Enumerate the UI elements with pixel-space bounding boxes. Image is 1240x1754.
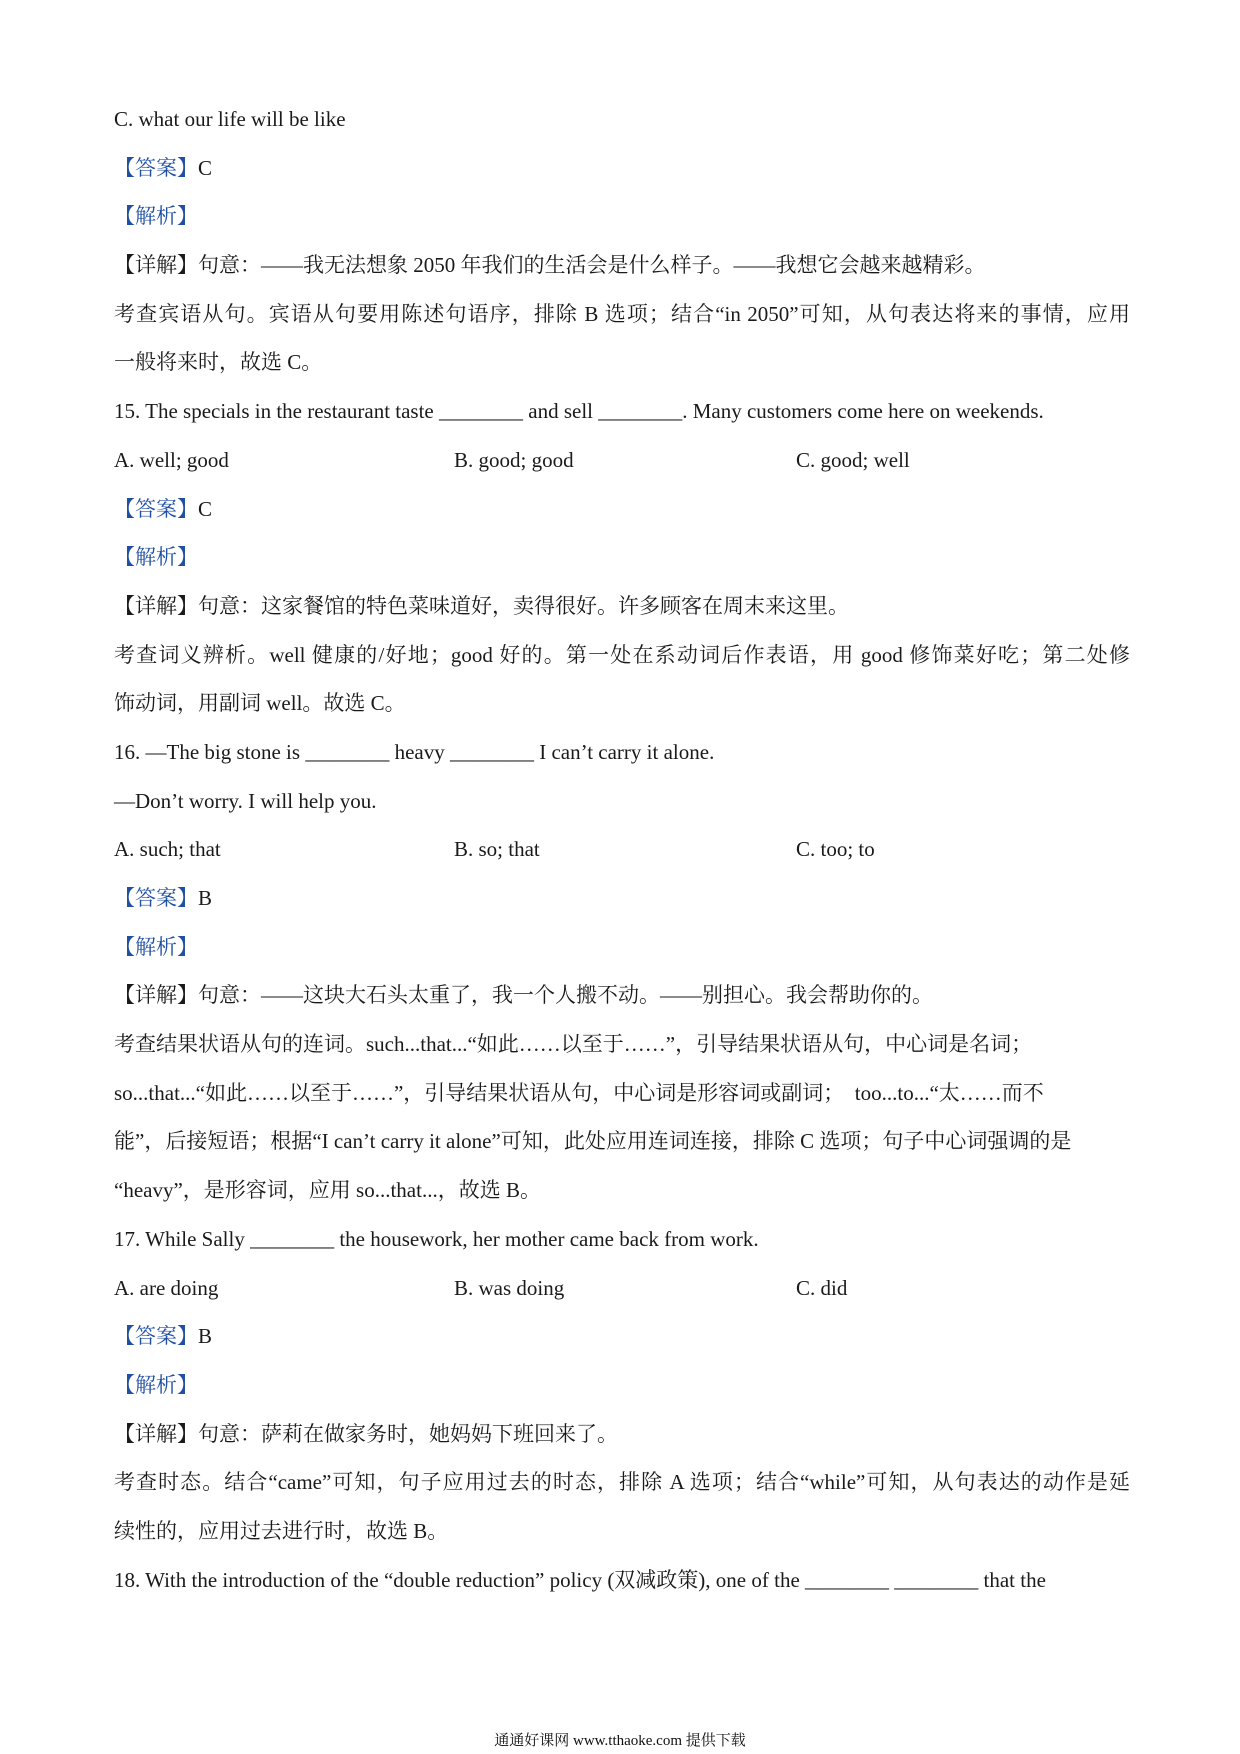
q15-analysis-line — [114, 533, 1130, 582]
q17-options — [114, 1264, 1130, 1313]
q18-stem: 18. With the introduction of the “double reduction” policy (双减政策), one of the ________ ________ that the — [114, 1567, 1046, 1592]
detail-label: 【详解】 — [114, 983, 198, 1008]
q16-stem: 16. —The big stone is ________ heavy ________ I can’t carry it alone. — [114, 739, 715, 764]
option-c: C. did — [796, 1275, 848, 1300]
q16-detail-line — [114, 971, 1130, 1020]
detail-label: 【详解】 — [114, 593, 198, 618]
q16-options — [114, 825, 1130, 874]
q17-detail-line — [114, 1410, 1130, 1459]
option-a: A. well; good — [114, 447, 229, 472]
answer-value: B — [198, 1324, 213, 1349]
option-c: C. good; well — [796, 447, 910, 472]
q16-explanation-line: so...that...“如此……以至于……”，引导结果状语从句，中心词是形容词或副词； too...to...“太……而不 — [114, 1080, 1044, 1105]
q17-explanation-line: 考查时态。结合“came”可知，句子应用过去的时态，排除 A 选项；结合“while”可知，从句表达的动作是延 — [114, 1470, 1130, 1495]
analysis-label: 【解析】 — [114, 545, 198, 570]
q16-stem-reply: —Don’t worry. I will help you. — [114, 788, 377, 813]
option-b: B. good; good — [454, 447, 574, 472]
q16-answer-line — [114, 874, 1130, 923]
q17-stem: 17. While Sally ________ the housework, her mother came back from work. — [114, 1226, 759, 1251]
analysis-label: 【解析】 — [114, 204, 198, 229]
q17-analysis-line — [114, 1361, 1130, 1410]
exam-content — [114, 95, 1130, 1604]
q14-option-c: C. what our life will be like — [114, 107, 346, 131]
answer-label: 【答案】 — [114, 1324, 198, 1349]
detail-text: 句意：这家餐馆的特色菜味道好，卖得很好。许多顾客在周末来这里。 — [198, 593, 849, 618]
detail-text: 句意：萨莉在做家务时，她妈妈下班回来了。 — [198, 1421, 618, 1446]
detail-text: 句意：——我无法想象 2050 年我们的生活会是什么样子。——我想它会越来越精彩。 — [198, 253, 986, 278]
option-c: C. too; to — [796, 837, 875, 862]
answer-value: B — [198, 886, 213, 910]
q14-explanation-line: 一般将来时，故选 C。 — [114, 350, 323, 375]
q17-answer-line — [114, 1312, 1130, 1361]
q15-explanation-line: 饰动词，用副词 well。故选 C。 — [114, 691, 406, 716]
option-b: B. was doing — [454, 1275, 565, 1300]
q15-options — [114, 436, 1130, 485]
answer-label: 【答案】 — [114, 155, 198, 180]
answer-label: 【答案】 — [114, 886, 198, 910]
q16-explanation-line: 能”，后接短语；根据“I can’t carry it alone”可知，此处应用连词连接，排除 C 选项；句子中心词强调的是 — [114, 1129, 1072, 1154]
option-a: A. are doing — [114, 1275, 219, 1300]
answer-value: C — [198, 155, 213, 180]
q16-analysis-line — [114, 923, 1130, 972]
q15-stem: 15. The specials in the restaurant taste ________ and sell ________. Many customers come here on weekends. — [114, 399, 1044, 424]
q15-detail-line — [114, 582, 1130, 631]
q14-analysis-line — [114, 192, 1130, 241]
q14-detail-line — [114, 241, 1130, 290]
q17-explanation-line: 续性的，应用过去进行时，故选 B。 — [114, 1518, 449, 1543]
q16-explanation-line: “heavy”，是形容词，应用 so...that...，故选 B。 — [114, 1178, 541, 1203]
q16-explanation-line: 考查结果状语从句的连词。such...that...“如此……以至于……”，引导结果状语从句，中心词是名词； — [114, 1032, 1033, 1057]
q14-answer-line — [114, 144, 1130, 193]
analysis-label: 【解析】 — [114, 934, 198, 959]
answer-label: 【答案】 — [114, 496, 198, 521]
option-a: A. such; that — [114, 837, 221, 862]
option-b: B. so; that — [454, 837, 540, 862]
q15-answer-line — [114, 485, 1130, 534]
page-footer: 通通好课网 www.tthaoke.com 提供下载 — [494, 1733, 746, 1749]
analysis-label: 【解析】 — [114, 1372, 198, 1397]
detail-text: 句意：——这块大石头太重了，我一个人搬不动。——别担心。我会帮助你的。 — [198, 983, 933, 1008]
detail-label: 【详解】 — [114, 253, 198, 278]
detail-label: 【详解】 — [114, 1421, 198, 1446]
q15-explanation-line: 考查词义辨析。well 健康的/好地；good 好的。第一处在系动词后作表语，用 good 修饰菜好吃；第二处修 — [114, 642, 1130, 667]
q14-explanation-line: 考查宾语从句。宾语从句要用陈述句语序，排除 B 选项；结合“in 2050”可知，从句表达将来的事情，应用 — [114, 301, 1130, 326]
answer-value: C — [198, 496, 213, 521]
